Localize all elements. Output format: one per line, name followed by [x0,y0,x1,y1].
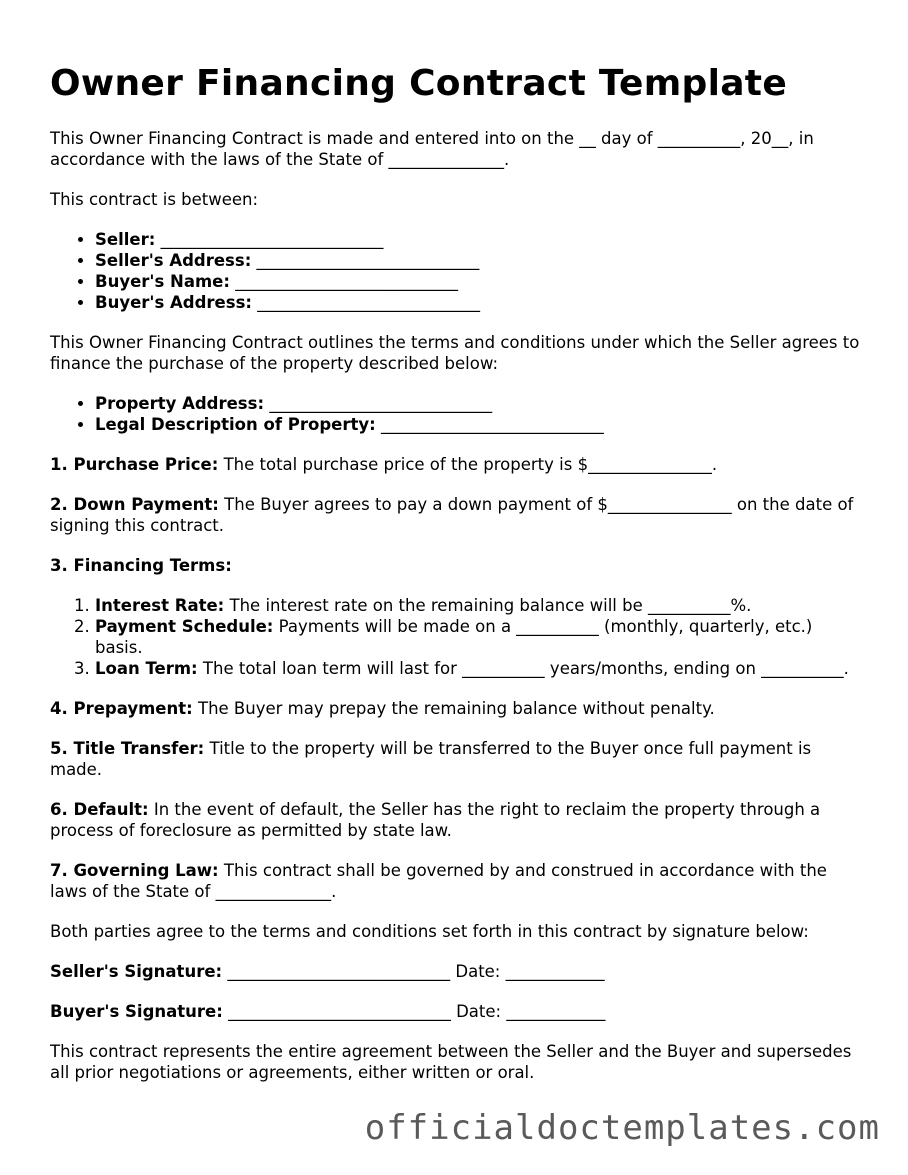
section-purchase-price [50,454,865,475]
section-label: 7. Governing Law: [50,861,219,880]
document-title: Owner Financing Contract Template [50,63,788,104]
date-blank: ____________ [505,962,605,981]
section-text: The total purchase price of the property is $_______________. [223,455,718,474]
buyer-signature-line [50,1001,865,1022]
date-label: Date: [455,962,501,981]
list-item [95,250,865,271]
term-text: The interest rate on the remaining balance will be __________%. [229,596,752,615]
list-item [95,616,865,658]
list-item [95,658,865,679]
section-prepayment [50,698,865,719]
list-item [95,595,865,616]
section-label: 4. Prepayment: [50,699,193,718]
section-text: The Buyer may prepay the remaining balance without penalty. [197,699,715,718]
intro-paragraph: This Owner Financing Contract is made and entered into on the __ day of __________, 20__, in accordance with the laws of the State of ______________. [50,129,814,169]
list-item [95,271,865,292]
term-label: Interest Rate: [95,596,225,615]
party-blank: ___________________________ [256,251,480,270]
term-text: Payments will be made on a __________ (monthly, quarterly, etc.) basis. [95,617,813,657]
property-blank: ___________________________ [269,394,493,413]
party-label: Buyer's Address: [95,293,252,312]
section-label: 2. Down Payment: [50,495,219,514]
party-label: Seller: [95,230,156,249]
list-item [95,292,865,313]
agree-paragraph: Both parties agree to the terms and conditions set forth in this contract by signature below: [50,922,809,941]
party-blank: ___________________________ [160,230,384,249]
property-list [50,393,865,435]
section-label: 3. Financing Terms: [50,556,232,575]
date-label: Date: [456,1002,502,1021]
list-item [95,229,865,250]
signature-blank: ___________________________ [227,962,451,981]
between-text: This contract is between: [50,190,259,209]
signature-label: Seller's Signature: [50,962,223,981]
watermark: officialdoctemplates.com [364,1108,880,1148]
list-item [95,393,865,414]
closing-paragraph: This contract represents the entire agreement between the Seller and the Buyer and supersedes all prior negotiations or agreements, either written or oral. [50,1042,852,1082]
section-label: 1. Purchase Price: [50,455,219,474]
section-label: 6. Default: [50,800,149,819]
section-text: The Buyer agrees to pay a down payment of $_______________ on the date of signing this contract. [50,495,854,535]
property-label: Legal Description of Property: [95,415,376,434]
section-label: 5. Title Transfer: [50,739,205,758]
section-text: This contract shall be governed by and construed in accordance with the laws of the State of ______________. [50,861,827,901]
property-blank: ___________________________ [380,415,604,434]
section-text: Title to the property will be transferred to the Buyer once full payment is made. [50,739,812,779]
section-financing-terms [50,555,865,576]
date-blank: ____________ [506,1002,606,1021]
section-down-payment [50,494,865,536]
outline-paragraph: This Owner Financing Contract outlines the terms and conditions under which the Seller agrees to finance the purchase of the property described below: [50,333,860,373]
list-item [95,414,865,435]
party-label: Seller's Address: [95,251,252,270]
party-blank: ___________________________ [257,293,480,312]
property-label: Property Address: [95,394,265,413]
financing-terms-list [50,595,865,679]
document-page [50,62,865,1102]
party-label: Buyer's Name: [95,272,230,291]
seller-signature-line [50,961,865,982]
term-label: Payment Schedule: [95,617,274,636]
term-text: The total loan term will last for __________ years/months, ending on __________. [202,659,849,678]
section-title-transfer [50,738,865,780]
party-blank: ___________________________ [235,272,458,291]
signature-blank: ___________________________ [228,1002,451,1021]
parties-list [50,229,865,313]
section-default [50,799,865,841]
signature-label: Buyer's Signature: [50,1002,223,1021]
section-text: In the event of default, the Seller has the right to reclaim the property through a process of foreclosure as permitted by state law. [50,800,821,840]
section-governing-law [50,860,865,902]
term-label: Loan Term: [95,659,198,678]
